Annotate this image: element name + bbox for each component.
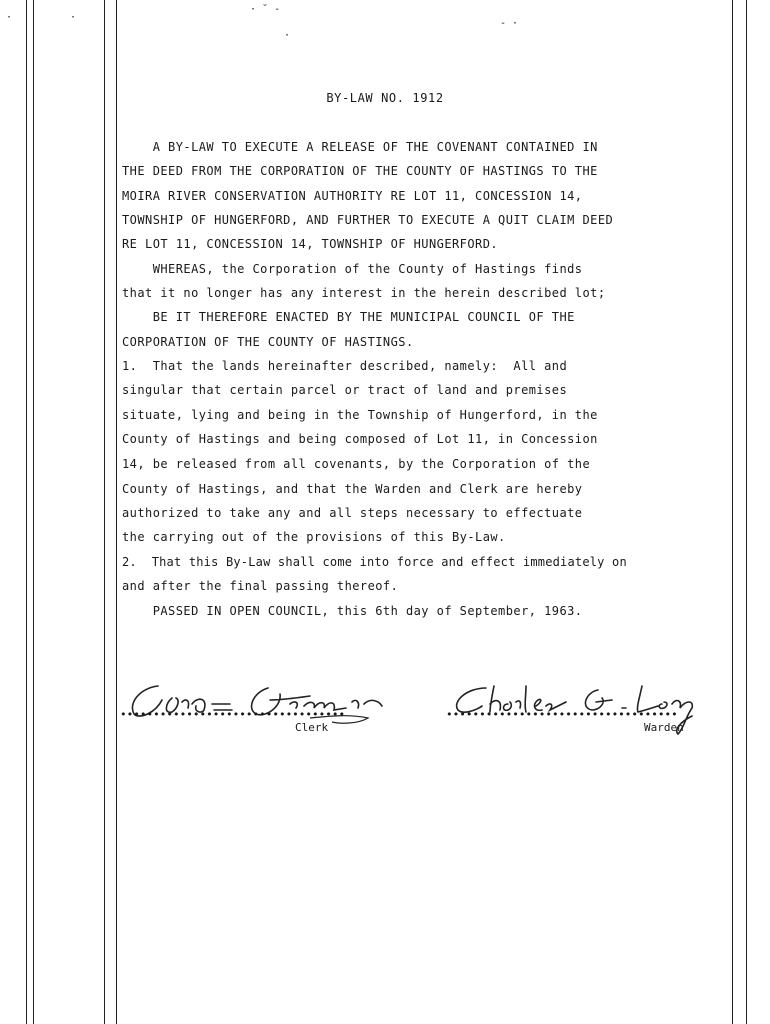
body-line: and after the final passing thereof. (122, 579, 399, 593)
warden-signature-block (446, 678, 714, 748)
left-margin-rule-a (104, 0, 105, 1024)
body-line: A BY-LAW TO EXECUTE A RELEASE OF THE COVENANT CONTAINED IN (122, 140, 598, 154)
body-line: 1. That the lands hereinafter described, namely: All and (122, 359, 568, 373)
body-line: 2. That this By-Law shall come into force and effect immediately on (122, 555, 627, 569)
warden-label: Warden (644, 721, 684, 734)
body-line: WHEREAS, the Corporation of the County of Hastings finds (122, 262, 583, 276)
body-line: authorized to take any and all steps necessary to effectuate (122, 506, 583, 520)
body-line: BE IT THEREFORE ENACTED BY THE MUNICIPAL COUNCIL OF THE (122, 310, 575, 324)
body-line: THE DEED FROM THE CORPORATION OF THE COUNTY OF HASTINGS TO THE (122, 164, 598, 178)
bylaw-title: BY-LAW NO. 1912 (326, 91, 444, 105)
body-line: CORPORATION OF THE COUNTY OF HASTINGS. (122, 335, 414, 349)
left-margin-rule-inner (33, 0, 34, 1024)
body-line: RE LOT 11, CONCESSION 14, TOWNSHIP OF HUNGERFORD. (122, 237, 499, 251)
body-line: TOWNSHIP OF HUNGERFORD, AND FURTHER TO EXECUTE A QUIT CLAIM DEED (122, 213, 614, 227)
body-line: County of Hastings and being composed of Lot 11, in Concession (122, 432, 598, 446)
warden-signature-line: ••••••••••••••••••••••••••••••••••• (446, 708, 678, 721)
left-margin-rule-outer (26, 0, 27, 1024)
scan-speck: · (70, 12, 77, 23)
body-line: singular that certain parcel or tract of land and premises (122, 383, 568, 397)
body-line: the carrying out of the provisions of this By-Law. (122, 530, 506, 544)
scan-speck: - · (500, 18, 519, 29)
body-line: 14, be released from all covenants, by the Corporation of the (122, 457, 591, 471)
scan-speck: · (284, 30, 291, 41)
clerk-label: Clerk (295, 721, 329, 734)
body-line: MOIRA RIVER CONSERVATION AUTHORITY RE LOT 11, CONCESSION 14, (122, 189, 583, 203)
body-line: County of Hastings, and that the Warden and Clerk are hereby (122, 482, 583, 496)
left-margin-rule-b (116, 0, 117, 1024)
body-line: PASSED IN OPEN COUNCIL, this 6th day of September, 1963. (122, 604, 583, 618)
body-line: that it no longer has any interest in the herein described lot; (122, 286, 606, 300)
scan-speck: · ˘ - (250, 4, 281, 15)
clerk-signature-line: •••••••••••••••••••••••••••••••••• (120, 708, 346, 721)
clerk-signature-block (120, 678, 390, 748)
body-line: situate, lying and being in the Township of Hungerford, in the (122, 408, 598, 422)
right-margin-rule-b (746, 0, 747, 1024)
right-margin-rule-a (732, 0, 733, 1024)
scan-speck: · (6, 12, 13, 23)
